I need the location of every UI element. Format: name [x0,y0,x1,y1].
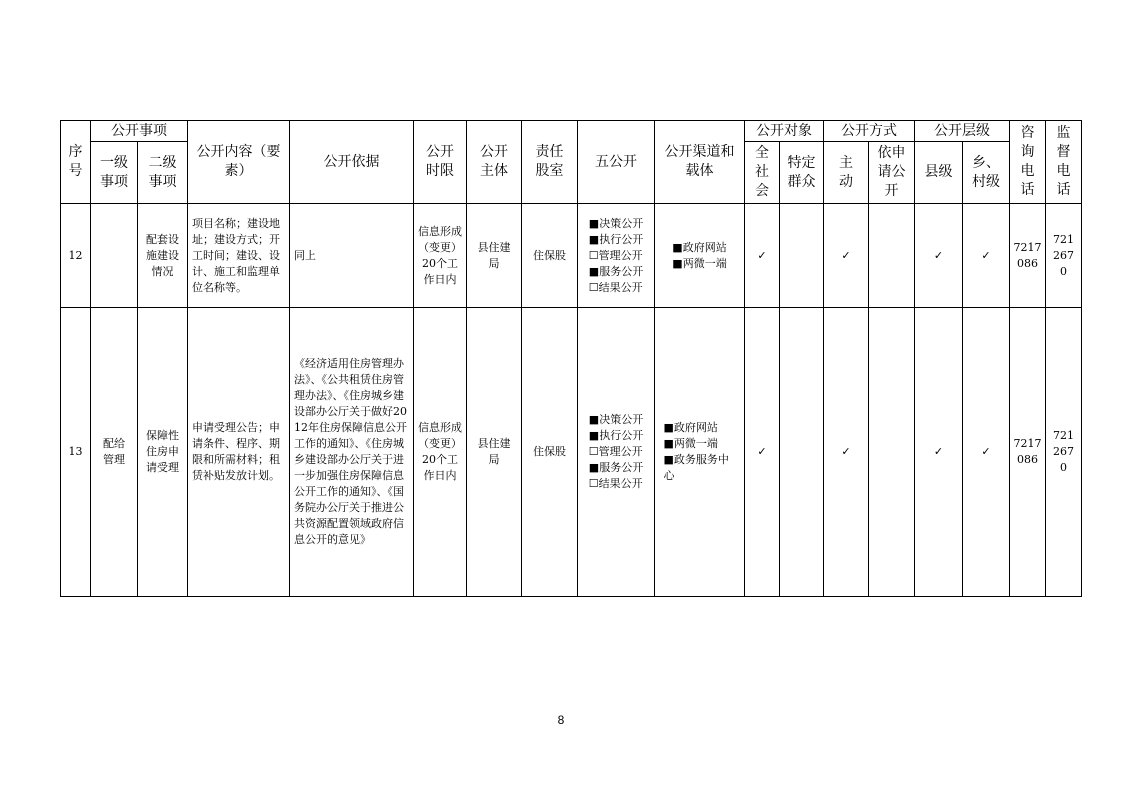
checkbox-item-execution: ■执行公开 [588,429,644,442]
header-five-open: 五公开 [578,121,655,204]
channel-item-weibo-wechat: ■两微一端 [672,256,727,270]
cell-consult-phone: 7217086 [1010,204,1046,308]
cell-specific [780,308,824,597]
channel-item-website: ■政府网站 [663,421,718,434]
header-target-group: 公开对象 [745,121,824,142]
header-supervise-phone: 监督电话 [1046,121,1082,204]
table-row [61,308,1082,597]
header-level1: 一级事项 [91,142,138,204]
channel-list [664,420,736,484]
checkbox-item-decision: ■决策公开 [588,216,644,230]
header-channel: 公开渠道和载体 [655,121,745,204]
channel-item-weibo-wechat: ■两微一端 [663,437,718,450]
checkbox-item-service: ■服务公开 [588,264,644,278]
cell-seq: 13 [61,308,91,597]
header-specific: 特定群众 [780,142,824,204]
cell-level1: 配给管理 [91,308,138,597]
header-content: 公开内容（要素） [188,121,290,204]
cell-basis: 同上 [290,204,414,308]
header-level2: 二级事项 [138,142,188,204]
checkbox-item-result: ☐结果公开 [588,477,643,490]
cell-time-limit: 信息形成（变更）20个工作日内 [414,308,467,597]
header-active: 主动 [824,142,869,204]
cell-whole-society: ✓ [745,204,780,308]
checkbox-item-management: ☐管理公开 [588,445,643,458]
cell-subject: 县住建局 [467,204,522,308]
cell-content: 项目名称；建设地址；建设方式；开工时间；建设、设计、施工和监理单位名称等。 [188,204,290,308]
header-seq: 序号 [61,121,91,204]
header-subject: 公开主体 [467,121,522,204]
cell-channel [655,308,745,597]
header-consult-phone: 咨询电话 [1010,121,1046,204]
cell-department: 住保股 [522,308,578,597]
disclosure-table [60,120,1082,597]
five-open-list [589,216,643,296]
checkbox-item-result: ☐结果公开 [588,280,643,294]
cell-county: ✓ [915,204,963,308]
cell-five-open [578,308,655,597]
page-number: 8 [557,713,565,727]
header-whole-society: 全社会 [745,142,780,204]
cell-level1 [91,204,138,308]
cell-specific [780,204,824,308]
cell-supervise-phone: 7212670 [1046,308,1082,597]
header-method-group: 公开方式 [824,121,915,142]
header-basis: 公开依据 [290,121,414,204]
cell-channel [655,204,745,308]
header-village: 乡、村级 [963,142,1010,204]
cell-consult-phone: 7217086 [1010,308,1046,597]
checkbox-item-decision: ■决策公开 [588,413,644,426]
table-row [61,204,1082,308]
header-county: 县级 [915,142,963,204]
cell-active: ✓ [824,308,869,597]
cell-village: ✓ [963,308,1010,597]
cell-on-request [869,204,915,308]
checkbox-item-service: ■服务公开 [588,461,644,474]
cell-active: ✓ [824,204,869,308]
cell-county: ✓ [915,308,963,597]
cell-department: 住保股 [522,204,578,308]
header-time-limit: 公开时限 [414,121,467,204]
cell-supervise-phone: 7212670 [1046,204,1082,308]
cell-content: 申请受理公告；申请条件、程序、期限和所需材料；租赁补贴发放计划。 [188,308,290,597]
header-item-group: 公开事项 [91,121,188,142]
checkbox-item-execution: ■执行公开 [588,232,644,246]
cell-five-open [578,204,655,308]
cell-subject: 县住建局 [467,308,522,597]
cell-on-request [869,308,915,597]
header-on-request: 依申请公开 [869,142,915,204]
five-open-list [589,412,643,492]
header-department: 责任股室 [522,121,578,204]
channel-item-website: ■政府网站 [672,240,727,254]
cell-seq: 12 [61,204,91,308]
cell-village: ✓ [963,204,1010,308]
channel-item-service-center: ■政务服务中心 [663,453,729,482]
header-level-group: 公开层级 [915,121,1010,142]
cell-whole-society: ✓ [745,308,780,597]
header-row-top [61,121,1082,142]
cell-basis: 《经济适用住房管理办法》、《公共租赁住房管理办法》、《住房城乡建设部办公厅关于做好2012年住房保障信息公开工作的通知》、《住房城乡建设部办公厅关于进一步加强住房保障信息公开工作的通知》、《国务院办公厅关于推进公共资源配置领域政府信息公开的意见》 [290,308,414,597]
channel-list [672,240,726,272]
cell-time-limit: 信息形成（变更）20个工作日内 [414,204,467,308]
cell-level2: 配套设施建设情况 [138,204,188,308]
cell-level2: 保障性住房申请受理 [138,308,188,597]
checkbox-item-management: ☐管理公开 [588,248,643,262]
